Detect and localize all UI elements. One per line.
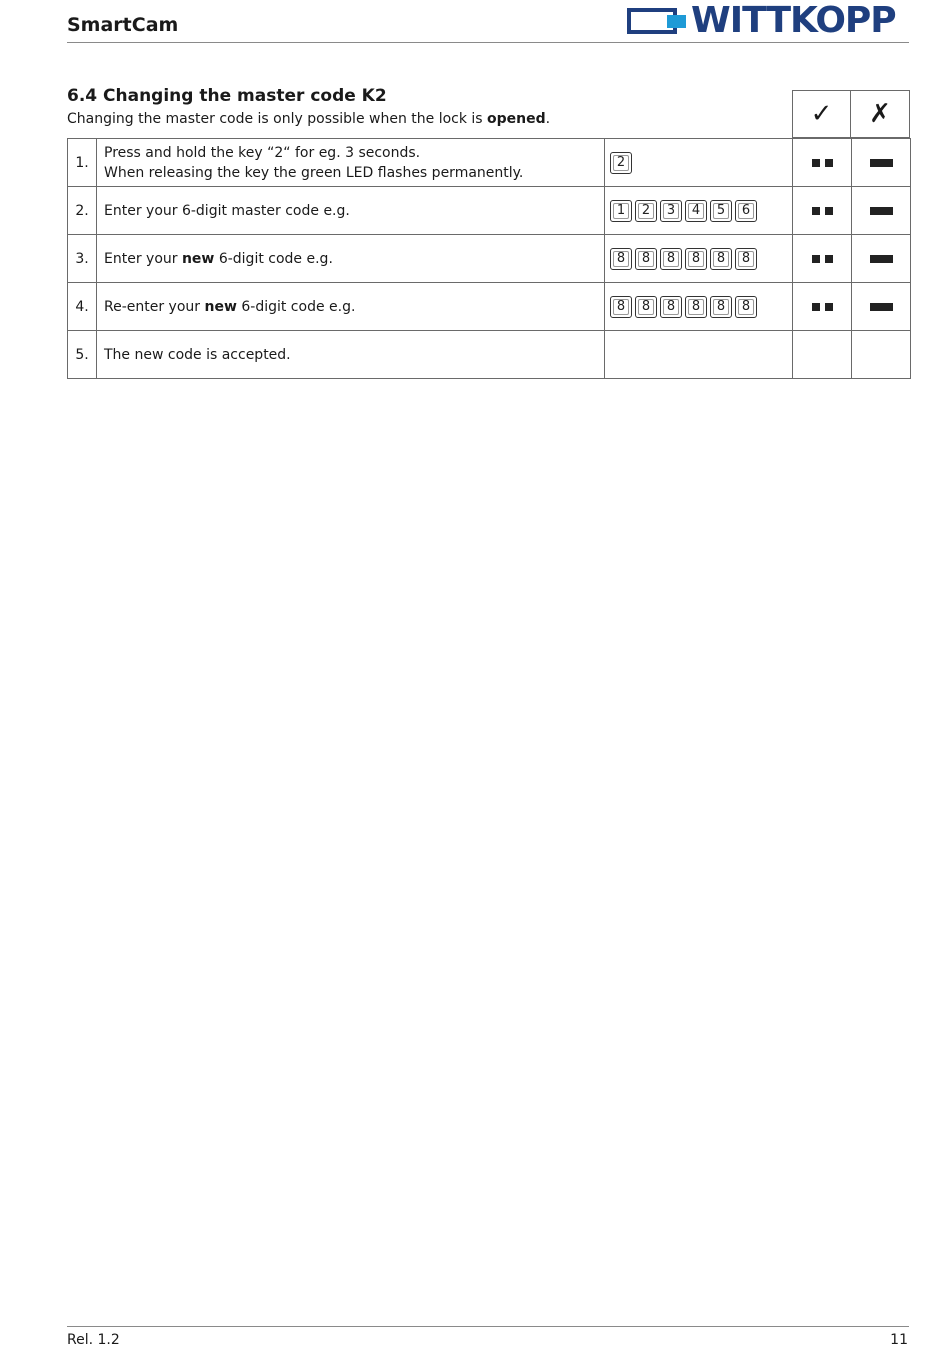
step-description: Press and hold the key “2“ for eg. 3 seconds. When releasing the key the green LED flashes permanently. [97,139,605,187]
key-sequence [605,331,793,379]
double-blink-icon [812,159,833,167]
key-sequence [605,187,793,235]
keypad-key: 6 [735,200,757,222]
steps-table [67,138,911,379]
keypad-key: 8 [685,248,707,270]
keypad-key: 2 [610,152,632,174]
failure-signal [852,235,911,283]
logo-mark-icon [627,6,687,36]
success-signal [793,331,852,379]
long-signal-icon [870,207,893,215]
step-description: Enter your new 6-digit code e.g. [97,235,605,283]
failure-signal [852,139,911,187]
keypad-key: 8 [710,248,732,270]
long-signal-icon [870,255,893,263]
keypad-key: 4 [685,200,707,222]
success-signal [793,187,852,235]
keypad-key: 8 [685,296,707,318]
keypad-key: 8 [610,296,632,318]
table-row [68,235,911,283]
keypad-key: 8 [735,296,757,318]
step-number: 3. [68,235,97,283]
release-label: Rel. 1.2 [67,1332,120,1348]
cross-icon: ✗ [869,99,891,129]
step-description: Re-enter your new 6-digit code e.g. [97,283,605,331]
table-row [68,331,911,379]
failure-signal [852,331,911,379]
keypad-key: 8 [660,296,682,318]
table-row [68,283,911,331]
step-number: 5. [68,331,97,379]
keypad-key: 8 [610,248,632,270]
long-signal-icon [870,303,893,311]
step-number: 1. [68,139,97,187]
step-number: 2. [68,187,97,235]
failure-column-header [850,90,910,138]
section-subtitle: Changing the master code is only possible when the lock is opened. [67,111,551,127]
success-signal [793,139,852,187]
table-row [68,139,911,187]
failure-signal [852,187,911,235]
failure-signal [852,283,911,331]
keypad-key: 8 [710,296,732,318]
page-number: 11 [890,1332,908,1348]
keypad-key: 8 [735,248,757,270]
step-description: The new code is accepted. [97,331,605,379]
step-number: 4. [68,283,97,331]
keypad-key: 2 [635,200,657,222]
success-signal [793,283,852,331]
long-signal-icon [870,159,893,167]
key-sequence [605,283,793,331]
checkmark-icon: ✓ [810,99,833,129]
double-blink-icon [812,303,833,311]
footer-divider [67,1326,909,1327]
keypad-key: 8 [660,248,682,270]
product-name: SmartCam [67,14,179,36]
table-row [68,187,911,235]
keypad-key: 3 [660,200,682,222]
step-description: Enter your 6-digit master code e.g. [97,187,605,235]
keypad-key: 5 [710,200,732,222]
success-column-header [792,90,851,138]
key-sequence [605,235,793,283]
success-signal [793,235,852,283]
double-blink-icon [812,207,833,215]
logo-text: WITTKOPP [691,0,896,41]
keypad-key: 8 [635,248,657,270]
wittkopp-logo [627,2,896,40]
keypad-key: 8 [635,296,657,318]
keypad-key: 1 [610,200,632,222]
section-title: 6.4 Changing the master code K2 [67,86,387,106]
key-sequence [605,139,793,187]
double-blink-icon [812,255,833,263]
header-divider [67,42,909,43]
